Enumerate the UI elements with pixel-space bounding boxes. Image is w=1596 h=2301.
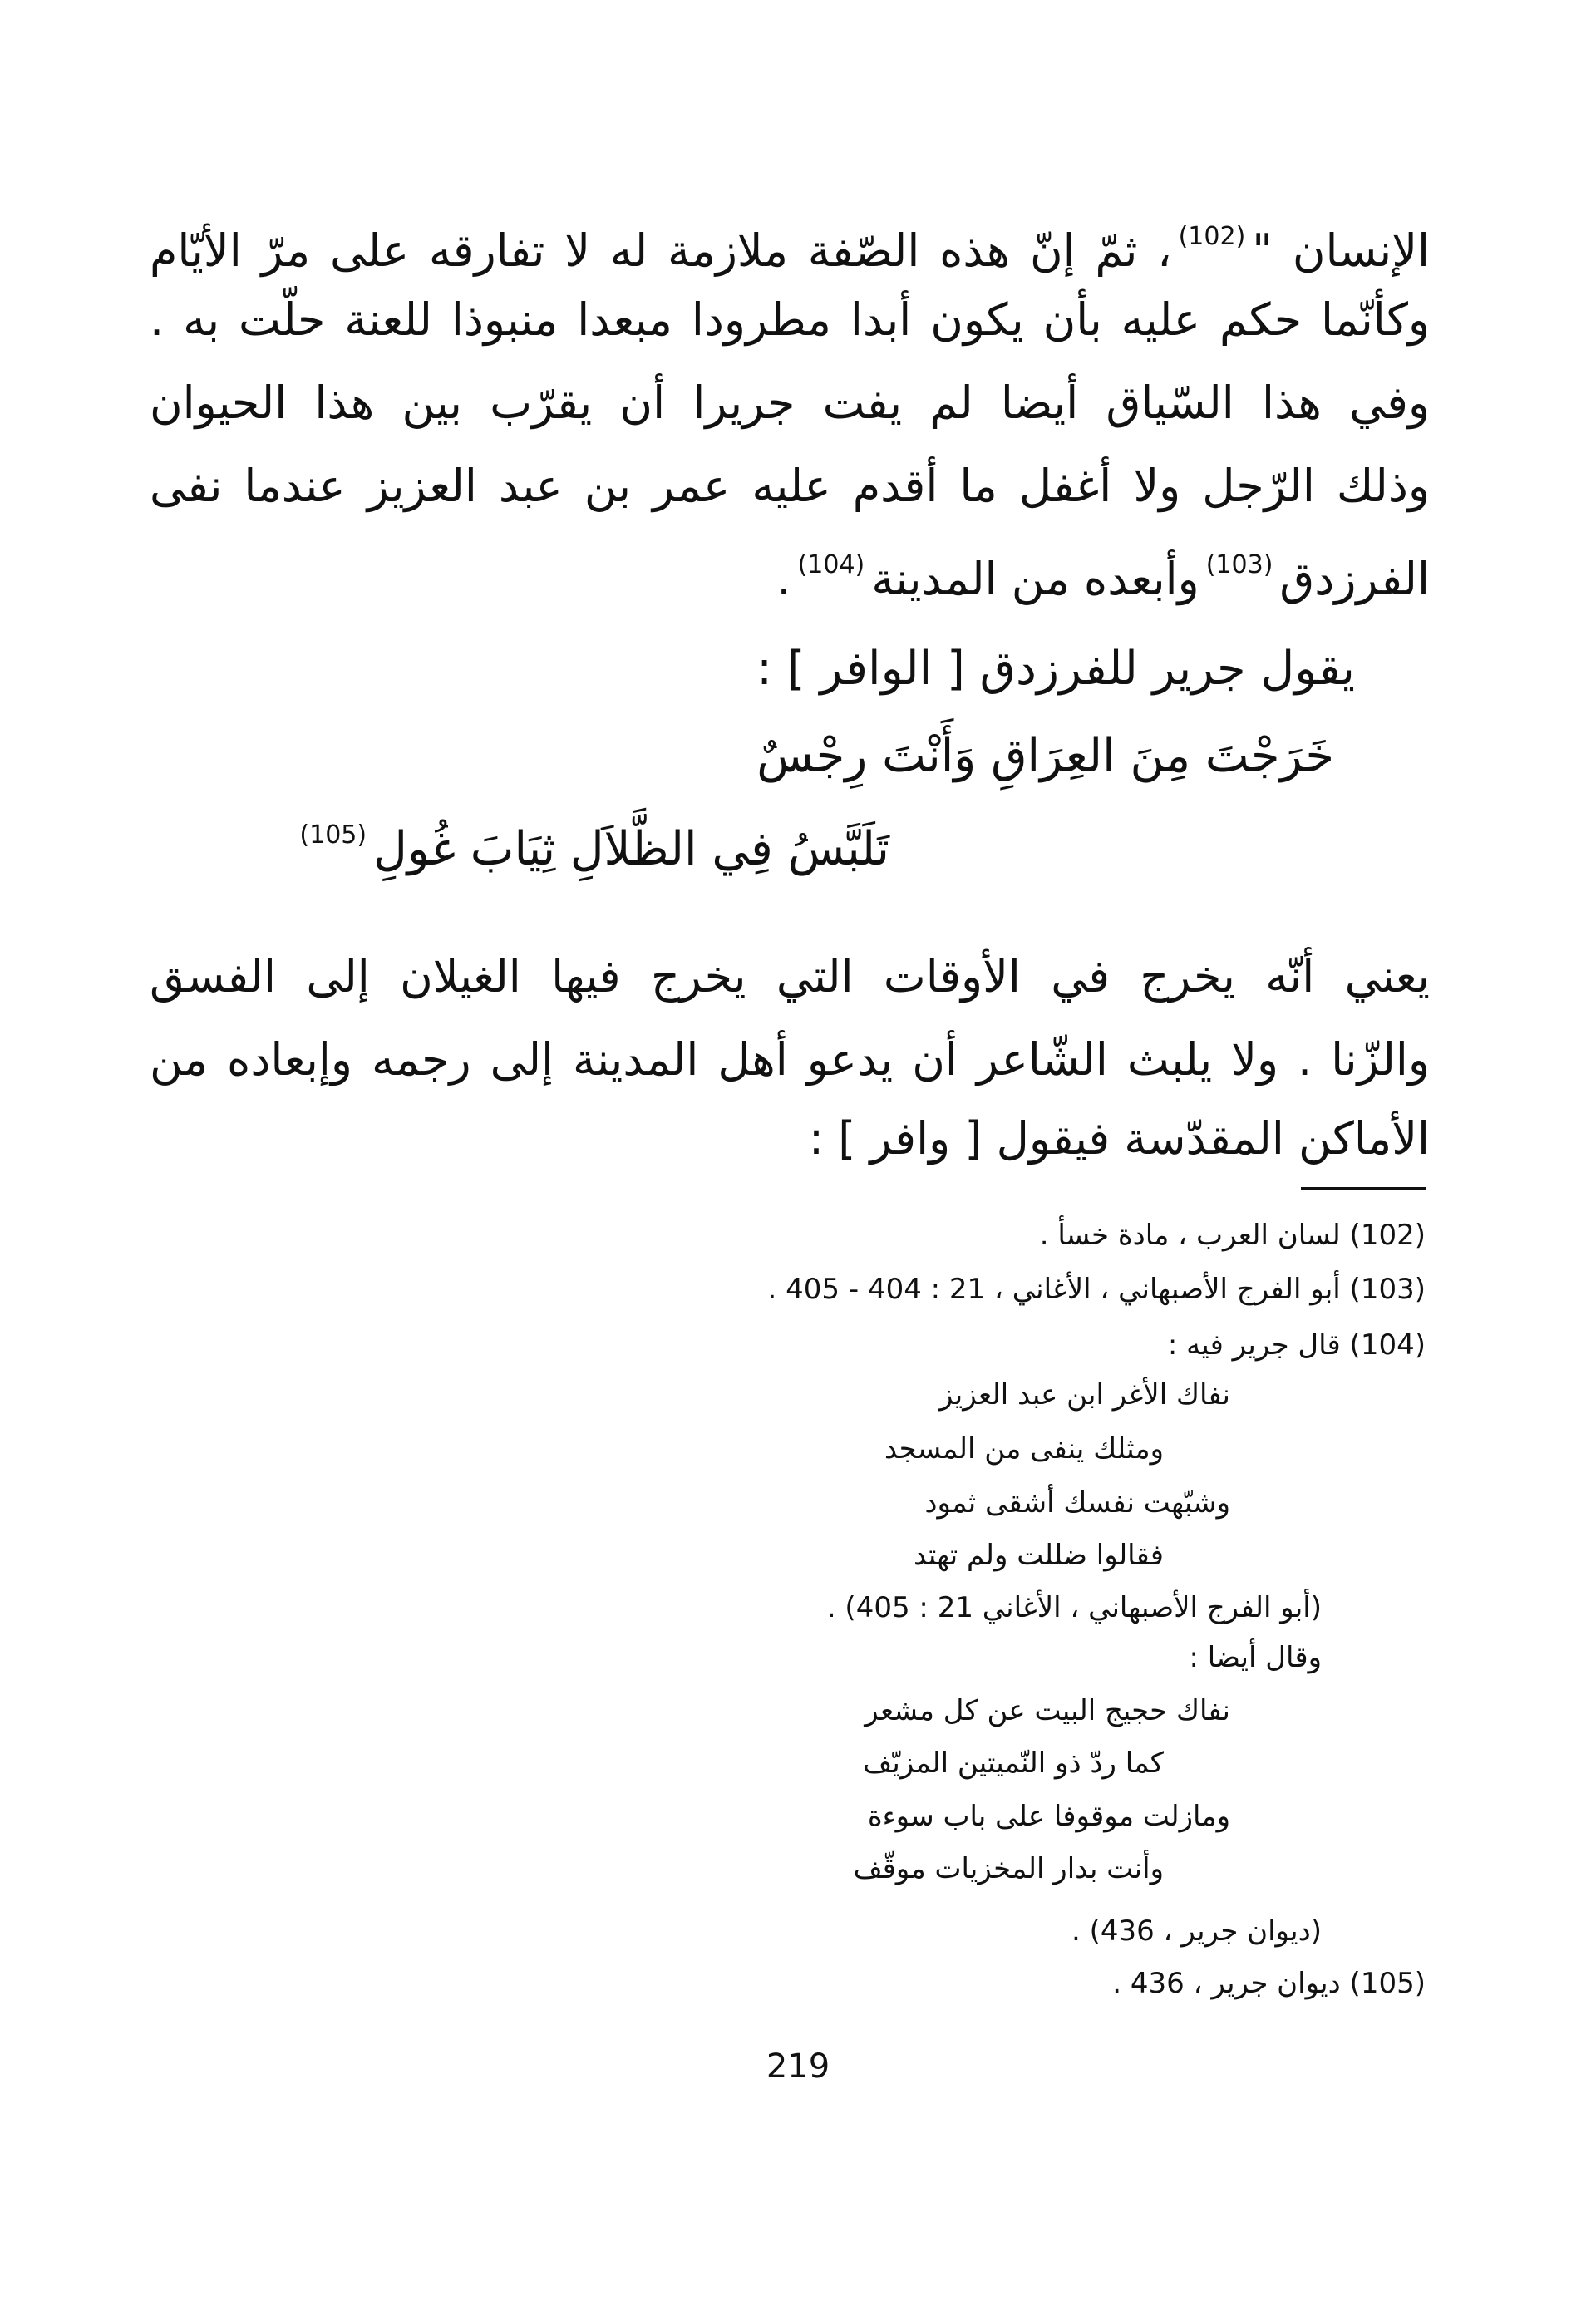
body-line-3: وفي هذا السّياق أيضا لم يفت جريرا أن يقرّب بين هذا الحيوان: [150, 377, 1430, 429]
footnote-ref-103: (103): [1205, 550, 1273, 579]
paragraph2-line-1: يعني أنّه يخرج في الأوقات التي يخرج فيها الغيلان إلى الفسق: [150, 950, 1430, 1003]
poem-verse-1: خَرَجْتَ مِنَ العِرَاقِ وَأَنْتَ رِجْسٌ: [756, 729, 1334, 783]
footnote-ref-102: (102): [1178, 222, 1246, 251]
paragraph2-line-2: والزّنا . ولا يلبث الشّاعر أن يدعو أهل المدينة إلى رجمه وإبعاده من: [150, 1033, 1430, 1086]
body-line-5-end: .: [776, 553, 791, 605]
footnote-104-intro: (104) قال جرير فيه :: [1167, 1328, 1426, 1362]
footnote-104-verse: ومازلت موقوفا على باب سوءة: [867, 1800, 1230, 1833]
footnote-104-verse: وشبّهت نفسك أشقى ثمود: [924, 1486, 1230, 1520]
footnote-105: (105) ديوان جرير ، 436 .: [1112, 1967, 1426, 2000]
footnote-104-verse: فقالوا ضللت ولم تهتد: [913, 1539, 1164, 1572]
body-line-1-start: الإنسان ": [1252, 224, 1430, 277]
body-line-5-mid: وأبعده من المدينة: [871, 553, 1199, 605]
poem-verse-2-text: تَلَبَّسُ فِي الظَّلاَلِ ثِيَابَ غُولِ: [373, 822, 889, 876]
footnote-104-verse: نفاك الأغر ابن عبد العزيز: [938, 1378, 1230, 1412]
footnote-ref-105: (105): [299, 820, 367, 850]
body-line-4: وذلك الرّجل ولا أغفل ما أقدم عليه عمر بن عبد العزيز عندما نفى: [150, 460, 1430, 512]
body-line-5-start: الفرزدق: [1279, 553, 1430, 605]
footnote-104-verse: كما ردّ ذو النّميتين المزيّف: [863, 1747, 1164, 1780]
poem-intro: يقول جرير للفرزدق [ الوافر ] :: [756, 642, 1355, 696]
body-line-5: [150, 524, 1430, 621]
footnote-104-verse: ومثلك ينفى من المسجد: [884, 1432, 1164, 1466]
footnote-104-source-1: (أبو الفرج الأصبهاني ، الأغاني 21 : 405) .: [826, 1591, 1322, 1624]
footnote-104-verse: وأنت بدار المخزيات موقّف: [853, 1852, 1164, 1885]
footnote-104-source-2: (ديوان جرير ، 436) .: [1071, 1914, 1322, 1948]
footnote-102: (102) لسان العرب ، مادة خسأ .: [1039, 1219, 1426, 1252]
footnote-divider: [1301, 1187, 1426, 1190]
page-number: 219: [766, 2047, 830, 2086]
body-line-2: وكأنّما حكم عليه بأن يكون أبدا مطرودا مبعدا منبوذا للعنة حلّت به .: [150, 293, 1430, 346]
footnote-ref-104: (104): [797, 550, 865, 579]
footnote-104-verse: نفاك حجيج البيت عن كل مشعر: [864, 1694, 1230, 1727]
poem-verse-2: [293, 794, 889, 891]
paragraph2-line-3: الأماكن المقدّسة فيقول [ وافر ] :: [808, 1112, 1430, 1165]
footnote-103: (103) أبو الفرج الأصبهاني ، الأغاني ، 21 : 404 - 405 .: [767, 1273, 1426, 1306]
body-line-1-end: ، ثمّ إنّ هذه الصّفة ملازمة له لا تفارقه على مرّ الأيّام: [150, 224, 1172, 277]
footnote-104-also: وقال أيضا :: [1189, 1641, 1322, 1674]
